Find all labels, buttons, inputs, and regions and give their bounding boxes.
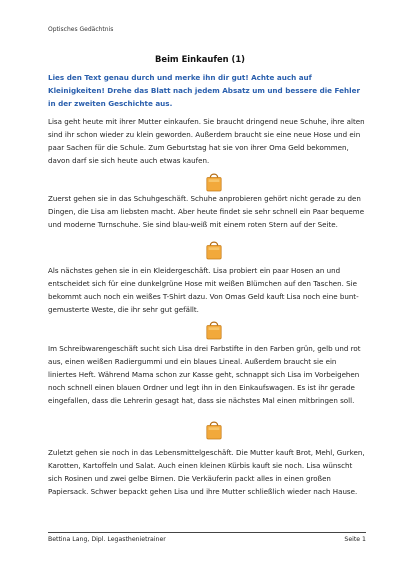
footer-divider [48, 532, 366, 533]
paragraph-5: Zuletzt gehen sie noch in das Lebensmittelgeschäft. Die Mutter kauft Brot, Mehl, Gurken, Karotten, Kartoffeln und Salat. Auch einen kleinen Kürbis kauft sie noch. Lisa wünscht sich Rosinen und zwei gelbe Birnen. Die Verkäuferin packt alles in einen großen Papiersack. Schwer bepackt gehen Lisa und ihre Mutter schließlich wieder nach Hause. [48, 448, 365, 496]
header-label: Optisches Gedächtnis [48, 26, 114, 33]
page-number: Seite 1 [344, 536, 366, 543]
page-title: Beim Einkaufen (1) [155, 54, 245, 64]
paragraph-1: Lisa geht heute mit ihrer Mutter einkaufen. Sie braucht dringend neue Schuhe, ihre alten sind ihr schon wieder zu klein geworden. Außerdem braucht sie eine neue Hose und ein paar Sachen für die Schule. Zum Geburtstag hat sie von ihrer Oma Geld bekommen, davon darf sie sich heute auch etwas kaufen. [48, 117, 365, 165]
shopping-bag-icon [205, 420, 223, 440]
shopping-bag-icon [205, 320, 223, 340]
paragraph-2: Zuerst gehen sie in das Schuhgeschäft. Schuhe anprobieren gehört nicht gerade zu den Dingen, die Lisa am liebsten macht. Aber heute findet sie sehr schnell ein Paar bequeme und moderne Turnschuhe. Sie sind blau-weiß mit einem roten Stern auf der Seite. [48, 194, 365, 229]
footer-author: Bettina Lang, Dipl. Legasthenietrainer [48, 536, 166, 543]
shopping-bag-icon [205, 172, 223, 192]
instructions: Lies den Text genau durch und merke ihn dir gut! Achte auch auf Kleinigkeiten! Drehe das Blatt nach jedem Absatz um und bessere die Fehler in der zweiten Geschichte aus. [48, 73, 361, 108]
paragraph-3: Als nächstes gehen sie in ein Kleidergeschäft. Lisa probiert ein paar Hosen an und entscheidet sich für eine dunkelgrüne Hose mit weißen Blümchen auf den Taschen. Sie bekommt auch noch ein weißes T-Shirt dazu. Von Omas Geld kauft Lisa noch eine bunt-gemusterte Weste, die ihr sehr gut gefällt. [48, 266, 359, 314]
paragraph-4: Im Schreibwarengeschäft sucht sich Lisa drei Farbstifte in den Farben grün, gelb und rot aus, einen weißen Radiergummi und ein blaues Lineal. Außerdem braucht sie ein liniertes Heft. Während Mama schon zur Kasse geht, schnappt sich Lisa im Vorbeigehen noch schnell einen blauen Ordner und legt ihn in den Einkaufswagen. Es ist ihr gerade eingefallen, dass die Lehrerin gesagt hat, dass sie nächstes Mal einen mitbringen soll. [48, 344, 361, 405]
shopping-bag-icon [205, 240, 223, 260]
